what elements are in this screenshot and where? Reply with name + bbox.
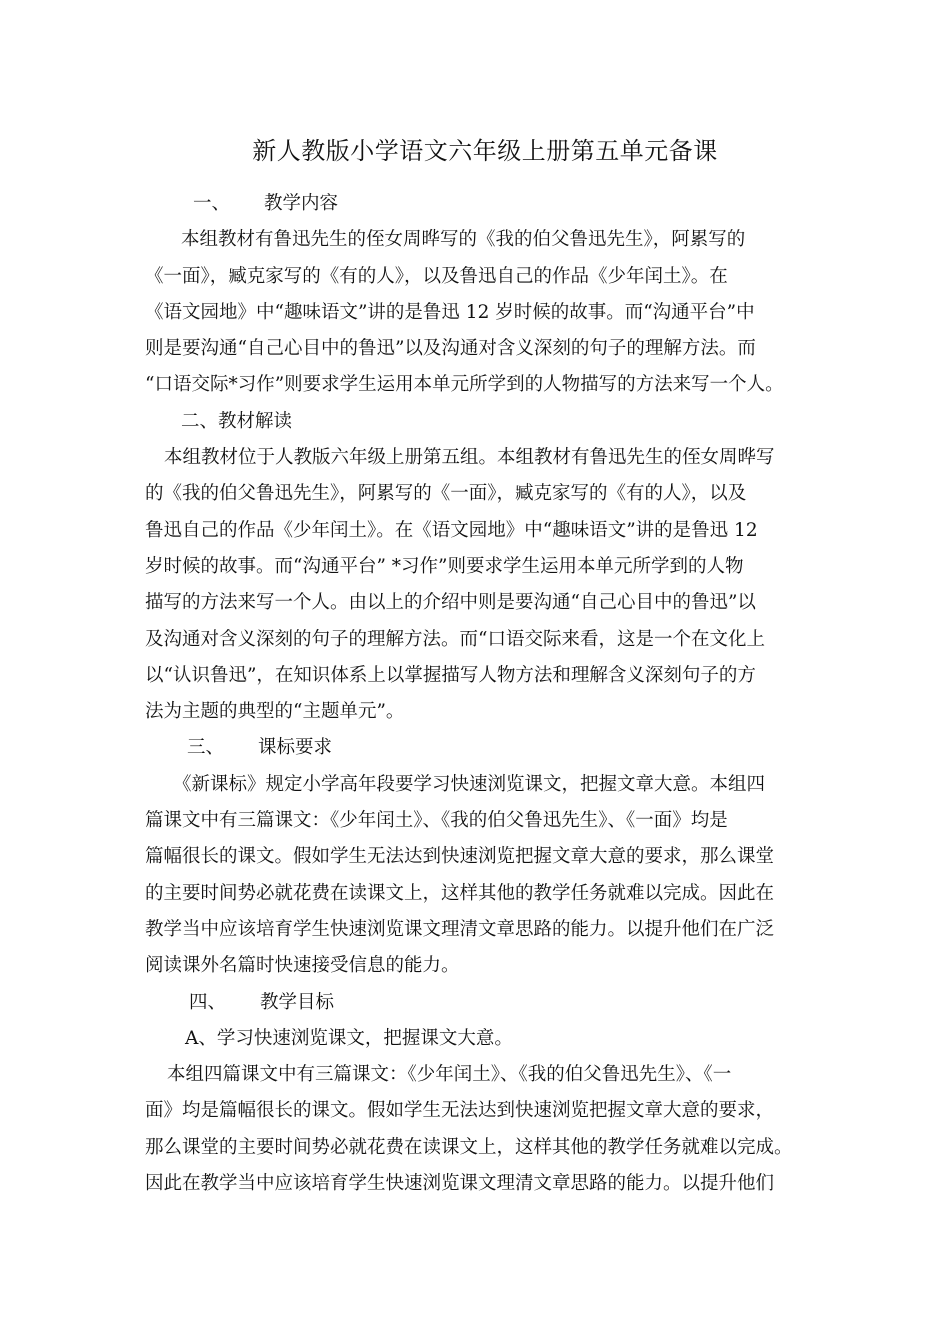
paragraph-line: 本组四篇课文中有三篇课文：《少年闰土》、《我的伯父鲁迅先生》、《一 [167,1064,732,1086]
section-number: 一、 [193,193,231,214]
paragraph-line: 篇幅很长的课文。假如学生无法达到快速浏览把握文章大意的要求，那么课堂 [145,846,775,868]
paragraph-line: 岁时候的故事。而“沟通平台” *习作”则要求学生运用本单元所学到的人物 [145,555,744,577]
paragraph-line: “口语交际*习作”则要求学生运用本单元所学到的人物描写的方法来写一个人。 [145,374,784,396]
document-title: 新人教版小学语文六年级上册第五单元备课 [252,137,718,165]
section-heading-4 [145,985,825,1021]
paragraph-line: 法为主题的典型的“主题单元”。 [145,701,405,723]
paragraph-line: 描写的方法来写一个人。由以上的介绍中则是要沟通“自己心目中的鲁迅”以 [145,592,756,614]
paragraph-line: 及沟通对含义深刻的句子的理解方法。而“口语交际来看，这是一个在文化上 [145,628,765,650]
section-number: 四、 [189,991,227,1013]
paragraph-line: 本组教材位于人教版六年级上册第五组。本组教材有鲁迅先生的侄女周晔写 [164,447,775,469]
paragraph-line: 的《我的伯父鲁迅先生》，阿累写的《一面》，臧克家写的《有的人》，以及 [145,483,747,505]
section-number: 三、 [187,737,225,759]
paragraph-line: A、学习快速浏览课文，把握课文大意。 [185,1027,513,1049]
paragraph-line: 本组教材有鲁迅先生的侄女周晔写的《我的伯父鲁迅先生》，阿累写的 [181,229,746,251]
section-heading-text: 课标要求 [258,737,333,759]
section-heading-text: 教学目标 [260,991,335,1013]
paragraph-line: 鲁迅自己的作品《少年闰土》。在《语文园地》中“趣味语文”讲的是鲁迅 12 [145,519,758,541]
paragraph-line: 那么课堂的主要时间势必就花费在读课文上，这样其他的教学任务就难以完成。 [145,1136,793,1158]
section-heading-1 [145,186,825,222]
paragraph-line: 《语文园地》中“趣味语文”讲的是鲁迅 12 岁时候的故事。而“沟通平台”中 [145,301,755,323]
section-heading-text: 教学内容 [264,193,339,214]
paragraph-line: 则是要沟通“自己心目中的鲁迅”以及沟通对含义深刻的句子的理解方法。而 [145,338,756,360]
paragraph-line: 教学当中应该培育学生快速浏览课文理清文章思路的能力。以提升他们在广泛 [145,918,775,940]
paragraph-line: 因此在教学当中应该培育学生快速浏览课文理清文章思路的能力。以提升他们 [145,1173,775,1195]
document-page [145,128,825,1202]
section-heading-text: 教材解读 [218,410,293,432]
section-heading-2 [145,404,825,440]
section-heading-3 [145,730,825,766]
paragraph-line: 以“认识鲁迅”，在知识体系上以掌握描写人物方法和理解含义深刻句子的方 [145,664,756,686]
paragraph-line: 《新课标》规定小学高年段要学习快速浏览课文，把握文章大意。本组四 [173,773,766,795]
paragraph-line: 阅读课外名篇时快速接受信息的能力。 [145,955,460,977]
paragraph-line: 《一面》，臧克家写的《有的人》，以及鲁迅自己的作品《少年闰土》。在 [145,265,728,287]
paragraph-line: 的主要时间势必就花费在读课文上，这样其他的教学任务就难以完成。因此在 [145,882,775,904]
paragraph-line: 篇课文中有三篇课文：《少年闰土》、《我的伯父鲁迅先生》、《一面》均是 [145,810,728,832]
paragraph-line: 面》均是篇幅很长的课文。假如学生无法达到快速浏览把握文章大意的要求， [145,1100,775,1122]
section-number: 二、 [181,410,219,432]
